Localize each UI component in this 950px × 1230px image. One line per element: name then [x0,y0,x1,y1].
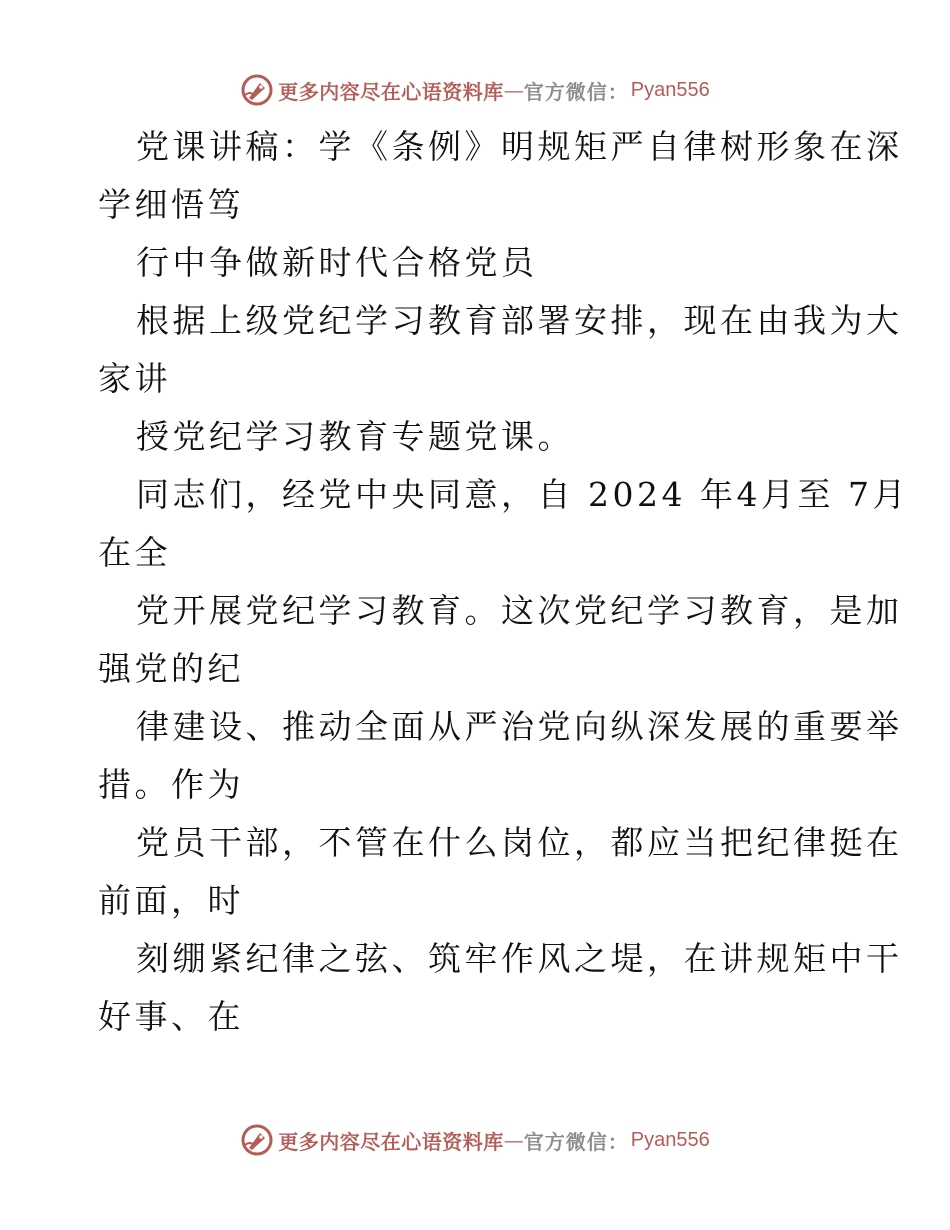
text-line: 党员干部，不管在什么岗位，都应当把纪律挺在 [136,823,903,862]
text-line: 家讲 [98,359,171,398]
text-line: 学细悟笃 [98,185,244,224]
banner-wechat-id: Pyan556 [630,78,710,101]
header-banner [0,70,950,110]
text-line: 党开展党纪学习教育。这次党纪学习教育，是加 [136,591,903,630]
footer-banner [0,1120,950,1160]
banner-site-name: 更多内容尽在心语资料库 [278,79,504,104]
banner-separator: — [503,78,524,102]
text-line: 授党纪学习教育专题党课。 [136,417,574,456]
text-line: 强党的纪 [98,649,244,688]
text-line: 在全 [98,533,171,572]
text-line: 律建设、推动全面从严治党向纵深发展的重要举 [136,707,903,746]
banner-site-name: 更多内容尽在心语资料库 [278,1129,504,1154]
banner-wechat-label: 官方微信： [523,79,629,104]
pen-nib-logo-icon [240,73,274,107]
banner-wechat-id: Pyan556 [630,1128,710,1151]
text-line: 同志们，经党中央同意，自 2024 年4月至 7月 [136,475,909,514]
text-line: 行中争做新时代合格党员 [136,243,538,282]
banner-separator: — [503,1128,524,1152]
text-line: 前面，时 [98,881,244,920]
text-line: 措。作为 [98,765,244,804]
pen-nib-logo-icon [240,1123,274,1157]
text-line: 根据上级党纪学习教育部署安排，现在由我为大 [136,301,903,340]
text-line: 刻绷紧纪律之弦、筑牢作风之堤，在讲规矩中干 [136,939,903,978]
text-line: 党课讲稿：学《条例》明规矩严自律树形象在深 [136,127,903,166]
document-body [98,118,909,1046]
text-line: 好事、在 [98,997,244,1036]
banner-wechat-label: 官方微信： [523,1129,629,1154]
